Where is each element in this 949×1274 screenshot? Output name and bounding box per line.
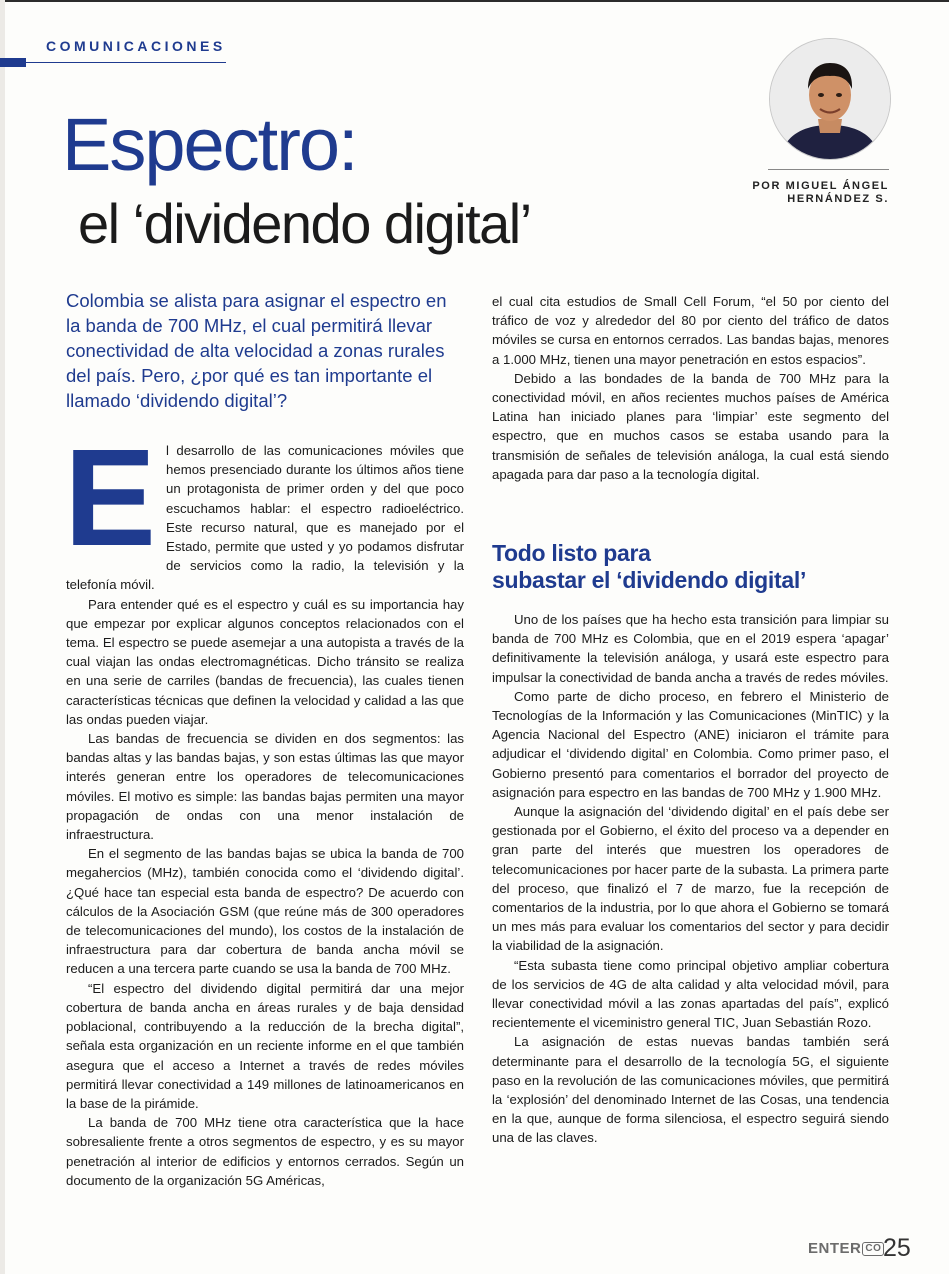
page-number: 25 (883, 1234, 911, 1262)
top-rule (0, 0, 949, 2)
byline-rule (768, 169, 889, 170)
subheading-line-1: Todo listo para (492, 540, 651, 566)
body-column-1 (64, 421, 464, 1190)
paragraph: La banda de 700 MHz tiene otra característica que la hace sobresaliente frente a otros segmentos de espectro, y es su mayor penetración al interior de edificios y entornos cerrados. Según un documento de la organización 5G Américas, (66, 1115, 464, 1188)
paragraph: el cual cita estudios de Small Cell Forum, “el 50 por ciento del tráfico de voz y alrededor del 80 por ciento del tráfico de datos móviles se cursa en entornos cerrados. Las bandas bajas, menores a 1.000 MHz, tienen una mayor penetración en estos espacios”. (492, 294, 889, 367)
section-underline (26, 62, 226, 63)
paragraph: Para entender qué es el espectro y cuál es su importancia hay que empezar por explicar algunos conceptos relacionados con el tema. El espectro se puede asemejar a una autopista a través de la cual viajan las ondas electromagnéticas. Dicho tránsito se realiza en una serie de carriles (bandas de frecuencia), las cuales tienen características técnicas que definen la velocidad y calidad a las que las ondas pueden viajar. (66, 596, 464, 727)
section-label: COMUNICACIONES (46, 38, 226, 54)
byline-line-2: HERNÁNDEZ S. (787, 193, 889, 205)
paragraph: “Esta subasta tiene como principal objetivo ampliar cobertura de los servicios de 4G de alta calidad y alta velocidad móvil, para llevar conectividad móvil a las zonas apartadas del país”, explicó recientemente el viceministro general TIC, Juan Sebastián Rozo. (492, 957, 889, 1031)
paragraph: Las bandas de frecuencia se dividen en dos segmentos: las bandas altas y las bandas bajas, y son estas últimas las que mayor interés generan entre los operadores de telecomunicaciones móviles. El motivo es simple: las bandas bajas permiten una mayor propagación de ondas con una menor instalación de infraestructura. (66, 731, 464, 843)
byline-line-1: POR MIGUEL ÁNGEL (752, 180, 889, 192)
paragraph: “El espectro del dividendo digital permitirá dar una mejor cobertura de banda ancha en áreas rurales y de baja densidad poblacional, contribuyendo a la reducción de la brecha digital”, señala esta organización en un reciente informe en el que también asegura que el acceso a Internet a través de redes móviles permitirá llevar conectividad a 149 millones de latinoamericanos en la base de la pirámide. (66, 980, 464, 1111)
paragraph: Aunque la asignación del ‘dividendo digital’ en el país debe ser gestionada por el Gobierno, el éxito del proceso va a depender en gran parte del interés que muestren los operadores de telecomunicaciones por hacer parte de la subasta. La primera parte del proceso, que finalizó el 7 de marzo, fue la recepción de comentarios de la industria, por lo que ahora el Gobierno se tomará un mes más para evaluar los comentarios del sector y para decidir la viabilidad de la asignación. (492, 804, 889, 954)
logo-text: ENTER (808, 1240, 862, 1257)
paragraph-text: l desarrollo de las comunicaciones móviles que hemos presenciado durante los últimos años tiene un protagonista de primer orden y del que poco escuchamos hablar: el espectro radioeléctrico. Este recurso natural, que es manejado por el Estado, permite que usted y yo podamos disfrutar de servicios como la radio, la televisión y la telefonía móvil. (66, 443, 464, 593)
magazine-logo (808, 1240, 884, 1257)
paragraph: La asignación de estas nuevas bandas también será determinante para el desarrollo de la tecnología 5G, el siguiente paso en la revolución de las comunicaciones móviles, que permitirá la ‘explosión’ del denominado Internet de las Cosas, una tendencia en la que, aunque de forma silenciosa, el espectro seguirá siendo una de las claves. (492, 1034, 889, 1146)
body-column-2-bottom (492, 610, 889, 1148)
body-column-2-top (492, 292, 889, 484)
lead-paragraph: Colombia se alista para asignar el espectro en la banda de 700 MHz, el cual permitirá llevar conectividad de alta velocidad a zonas rurales del país. Pero, ¿por qué es tan importante el llamado ‘dividendo digital’? (66, 290, 447, 411)
headline-main: Espectro: (62, 103, 357, 186)
author-portrait-icon (770, 39, 890, 159)
section-marker-bar (0, 58, 26, 67)
paragraph: Debido a las bondades de la banda de 700 MHz para la conectividad móvil, en años recientes muchos países de América Latina han iniciado planes para ‘limpiar’ este segmento del espectro, que en muchos casos se estaba usando para la transmisión de señales de televisión análoga, la cual está siendo apagada para dar paso a la tecnología digital. (492, 370, 889, 482)
subheading-line-2: subastar el ‘dividendo digital’ (492, 567, 807, 593)
byline (752, 180, 889, 206)
paragraph (64, 421, 464, 595)
drop-cap: E (64, 421, 157, 575)
logo-suffix: CO (862, 1242, 884, 1256)
subheading (492, 540, 806, 594)
page-edge-shadow (0, 0, 5, 1274)
author-photo (769, 38, 891, 160)
headline-secondary: el ‘dividendo digital’ (78, 192, 531, 255)
paragraph: En el segmento de las bandas bajas se ubica la banda de 700 megahercios (MHz), también conocida como el ‘dividendo digital’. ¿Qué hace tan especial esta banda de espectro? De acuerdo con cálculos de la Asociación GSM (que reúne más de 300 operadores de telecomunicaciones del mundo), los costos de la instalación de infraestructura para dar cobertura de banda ancha móvil se reducen a una tercera parte cuando se usa la banda de 700 MHz. (66, 846, 464, 977)
paragraph: Uno de los países que ha hecho esta transición para limpiar su banda de 700 MHz es Colombia, que en el 2019 espera ‘apagar’ definitivamente la televisión análoga, y usará este espectro para impulsar la conectividad de banda ancha a través de redes móviles. (492, 612, 889, 685)
paragraph: Como parte de dicho proceso, en febrero el Ministerio de Tecnologías de la Información y las Comunicaciones (MinTIC) y la Agencia Nacional del Espectro (ANE) iniciaron el trámite para adjudicar el ‘dividendo digital’ en Colombia. Como primer paso, el Gobierno presentó para comentarios el borrador del proyecto de asignación para espectro en las bandas de 700 MHz y 1.900 MHz. (492, 688, 889, 800)
